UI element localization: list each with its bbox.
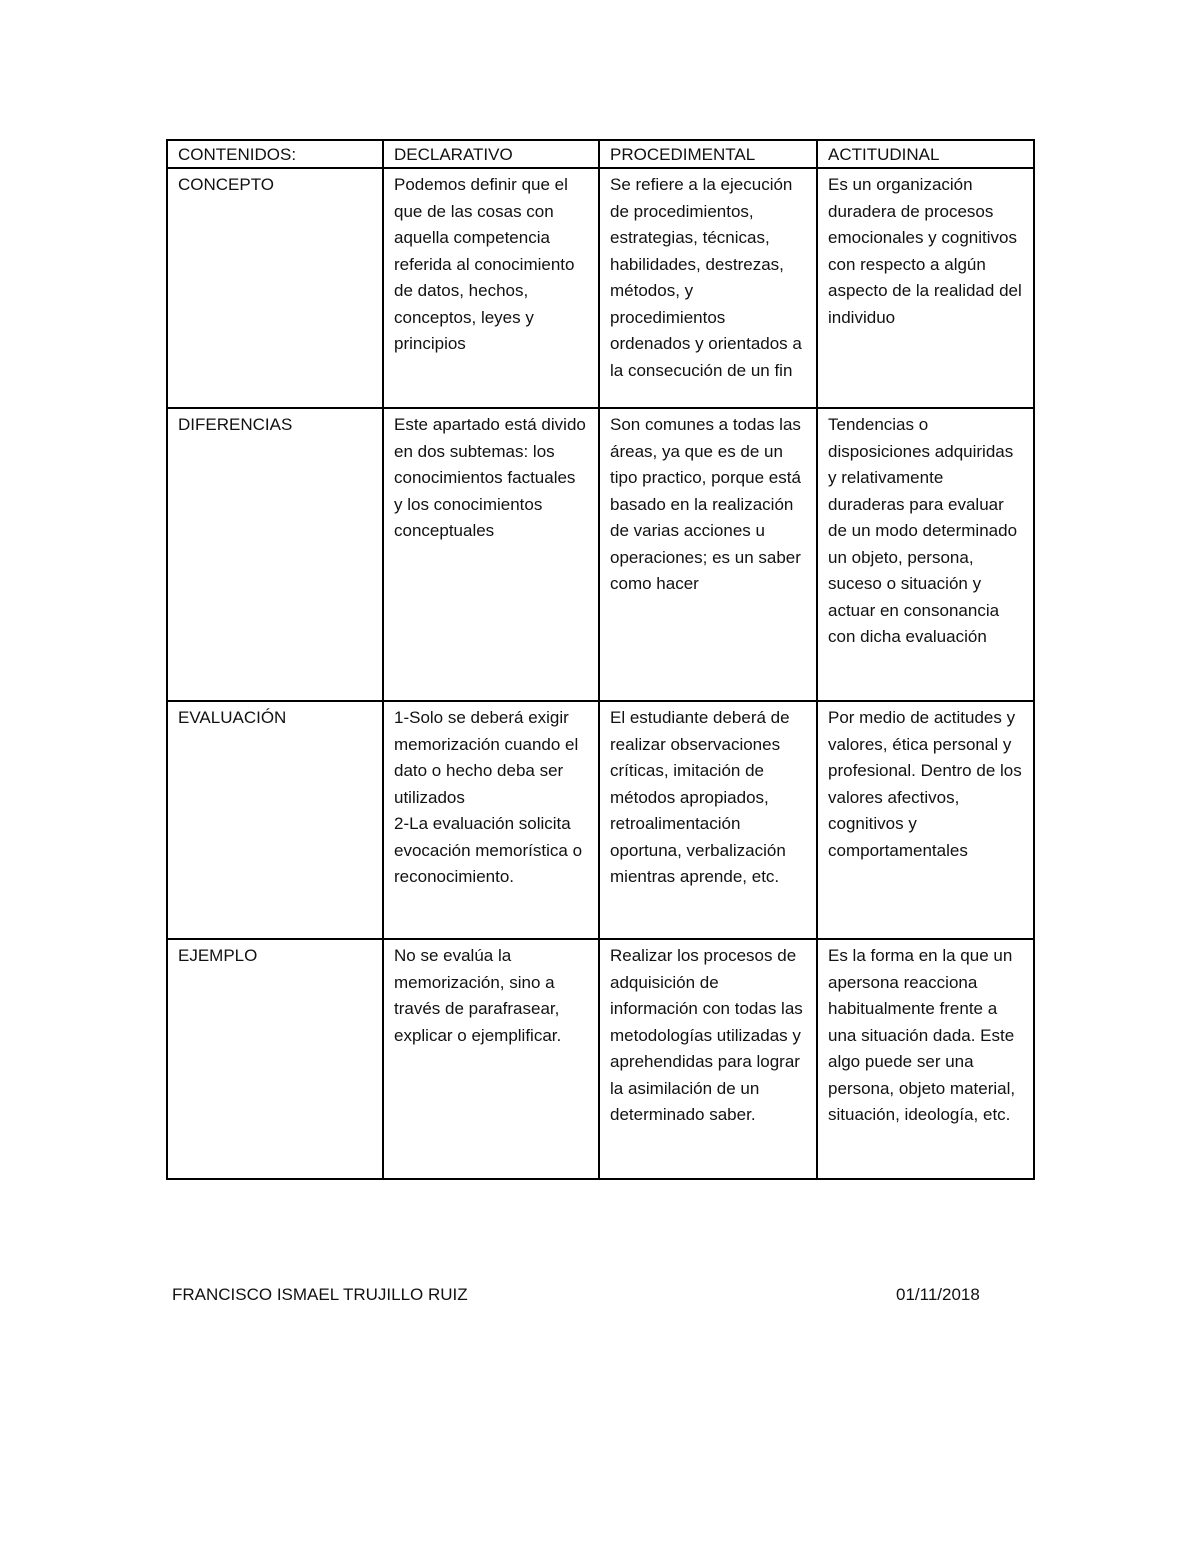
cell-diferencias-actitudinal [817,408,1034,701]
table-row-ejemplo [167,939,1034,1179]
cell-text: Es la forma en la que un apersona reacciona habitualmente frente a una situación dada. Este algo puede ser una persona, objeto material, situación, ideología, etc. [828,946,1016,1124]
cell-diferencias-procedimental [599,408,817,701]
header-cell-procedimental: PROCEDIMENTAL [599,140,817,168]
table-row-evaluacion [167,701,1034,939]
table-header-row [167,140,1034,168]
cell-text: El estudiante deberá de realizar observaciones críticas, imitación de métodos apropiados, retroalimentación oportuna, verbalización mientras aprende, etc. [610,708,790,886]
cell-text: Podemos definir que el que de las cosas con aquella competencia referida al conocimiento de datos, hechos, conceptos, leyes y principios [394,175,575,353]
cell-ejemplo-actitudinal [817,939,1034,1179]
cell-diferencias-declarativo [383,408,599,701]
contents-comparison-table [166,139,1035,1180]
cell-text: 1-Solo se deberá exigir memorización cuando el dato o hecho deba ser utilizados 2-La evaluación solicita evocación memorística o reconocimiento. [394,708,583,886]
header-cell-actitudinal: ACTITUDINAL [817,140,1034,168]
cell-concepto-actitudinal [817,168,1034,408]
cell-text: Este apartado está divido en dos subtemas: los conocimientos factuales y los conocimientos conceptuales [394,415,586,540]
footer-author: FRANCISCO ISMAEL TRUJILLO RUIZ [172,1285,468,1304]
cell-text: Son comunes a todas las áreas, ya que es de un tipo practico, porque está basado en la realización de varias acciones u operaciones; es un saber como hacer [610,415,801,593]
header-cell-declarativo: DECLARATIVO [383,140,599,168]
row-label-ejemplo: EJEMPLO [167,939,383,1179]
row-label-evaluacion: EVALUACIÓN [167,701,383,939]
cell-ejemplo-declarativo [383,939,599,1179]
row-label-concepto: CONCEPTO [167,168,383,408]
cell-text: Es un organización duradera de procesos emocionales y cognitivos con respecto a algún aspecto de la realidad del individuo [828,175,1022,327]
cell-evaluacion-actitudinal [817,701,1034,939]
cell-ejemplo-procedimental [599,939,817,1179]
footer-date: 01/11/2018 [896,1285,980,1304]
table-row-diferencias [167,408,1034,701]
cell-text: Se refiere a la ejecución de procedimientos, estrategias, técnicas, habilidades, destrezas, métodos, y procedimientos ordenados y orientados a la consecución de un fin [610,175,802,380]
header-cell-contenidos: CONTENIDOS: [167,140,383,168]
cell-text: Tendencias o disposiciones adquiridas y relativamente duraderas para evaluar de un modo determinado un objeto, persona, suceso o situación y actuar en consonancia con dicha evaluación [828,415,1018,646]
table-row-concepto [167,168,1034,408]
cell-concepto-procedimental [599,168,817,408]
cell-text: No se evalúa la memorización, sino a través de parafrasear, explicar o ejemplificar. [394,946,562,1045]
cell-concepto-declarativo [383,168,599,408]
cell-text: Realizar los procesos de adquisición de información con todas las metodologías utilizadas y aprehendidas para lograr la asimilación de un determinado saber. [610,946,803,1124]
cell-evaluacion-procedimental [599,701,817,939]
cell-evaluacion-declarativo [383,701,599,939]
row-label-diferencias: DIFERENCIAS [167,408,383,701]
cell-text: Por medio de actitudes y valores, ética personal y profesional. Dentro de los valores afectivos, cognitivos y comportamentales [828,708,1022,860]
